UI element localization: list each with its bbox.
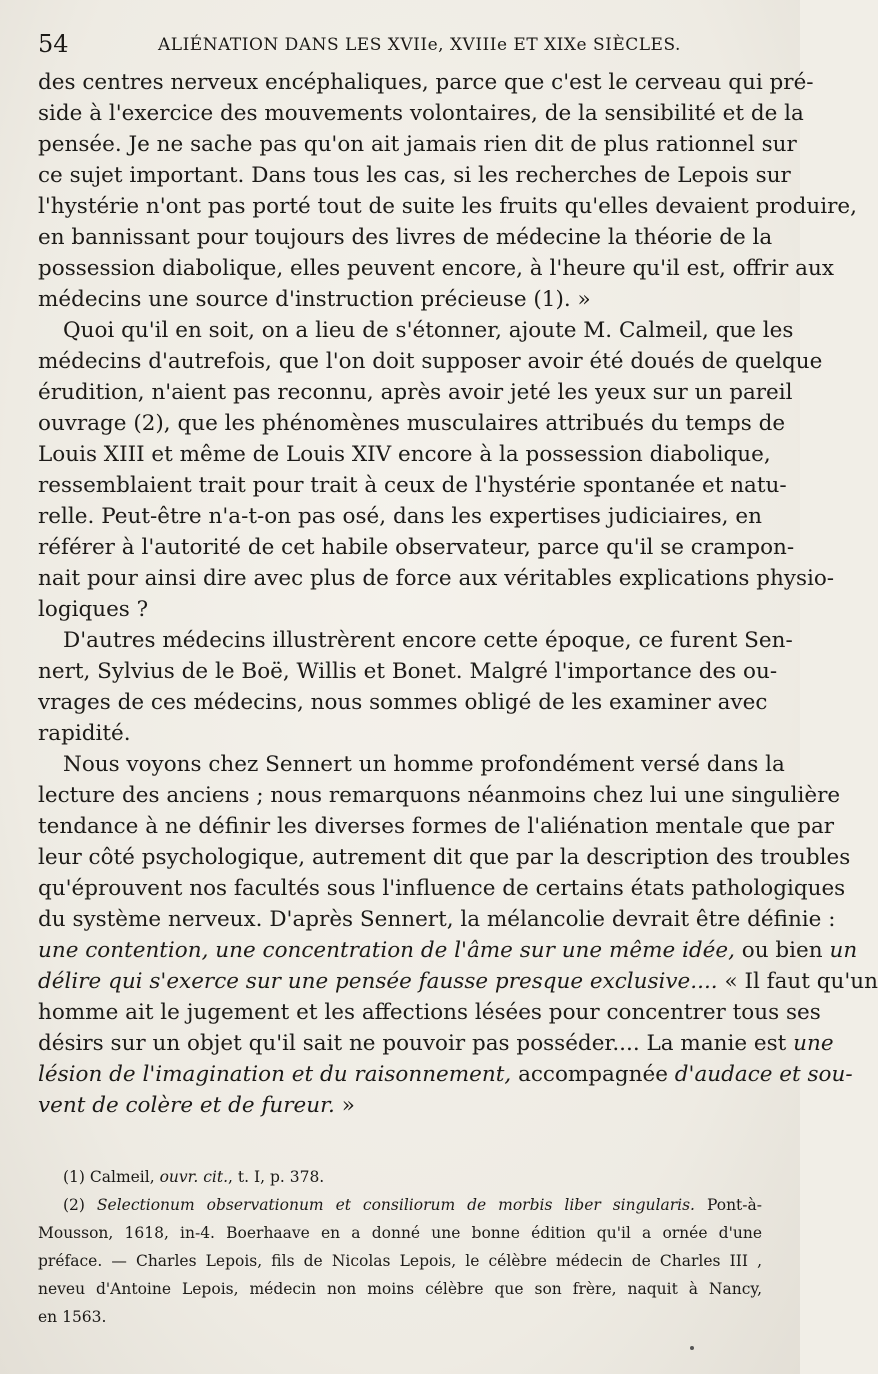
text-line: ouvrage (2), que les phénomènes musculaires attribués du temps de: [38, 411, 786, 436]
text-line: nert, Sylvius de le Boë, Willis et Bonet. Malgré l'importance des ou-: [38, 659, 778, 684]
footnote-1: [38, 1163, 762, 1191]
roman-span: accompagnée: [518, 1062, 668, 1087]
footnote-line: en 1563.: [38, 1308, 107, 1326]
roman-span: désirs sur un objet qu'il sait ne pouvoir pas posséder.... La manie est: [38, 1031, 787, 1056]
text-line: médecins une source d'instruction précieuse (1). »: [38, 287, 591, 312]
text-line: logiques ?: [38, 597, 149, 622]
text-line: tendance à ne définir les diverses formes de l'aliénation mentale que par: [38, 814, 835, 839]
text-line: des centres nerveux encéphaliques, parce que c'est le cerveau qui pré-: [38, 70, 814, 95]
italic-span: délire qui s'exerce sur une pensée fausse presque exclusive....: [38, 969, 718, 994]
footnote-italic: Selectionum observationum et consiliorum de morbis liber singularis.: [96, 1196, 695, 1214]
text-line: leur côté psychologique, autrement dit que par la description des troubles: [38, 845, 851, 870]
italic-span: une: [793, 1031, 834, 1056]
text-line: ce sujet important. Dans tous les cas, si les recherches de Lepois sur: [38, 163, 791, 188]
footnote-line: Mousson, 1618, in-4. Boerhaave en a donné une bonne édition qu'il a ornée d'une: [38, 1224, 762, 1242]
text-line: homme ait le jugement et les affections lésées pour concentrer tous ses: [38, 1000, 821, 1025]
text-line: rapidité.: [38, 721, 131, 746]
italic-span: une contention, une concentration de l'âme sur une même idée,: [38, 938, 735, 963]
italic-span: lésion de l'imagination et du raisonnement,: [38, 1062, 512, 1087]
text-line: possession diabolique, elles peuvent encore, à l'heure qu'il est, offrir aux: [38, 256, 834, 281]
footnote-line: neveu d'Antoine Lepois, médecin non moins célèbre que son frère, naquit à Nancy,: [38, 1280, 762, 1298]
footnote-text: (1) Calmeil,: [63, 1168, 155, 1186]
italic-span: vent de colère et de fureur.: [38, 1093, 335, 1118]
text-line: D'autres médecins illustrèrent encore cette époque, ce furent Sen-: [63, 628, 793, 653]
text-line: [38, 1059, 853, 1090]
text-line: du système nerveux. D'après Sennert, la mélancolie devrait être définie :: [38, 907, 836, 932]
text-line: lecture des anciens ; nous remarquons néanmoins chez lui une singulière: [38, 783, 841, 808]
text-line: médecins d'autrefois, que l'on doit supposer avoir été doués de quelque: [38, 349, 823, 374]
text-line: qu'éprouvent nos facultés sous l'influence de certains états pathologiques: [38, 876, 846, 901]
running-title: ALIÉNATION DANS LES XVIIe, XVIIIe ET XIXe SIÈCLES.: [158, 35, 681, 55]
main-text: [38, 67, 878, 1121]
footnote-text: , t. I, p. 378.: [228, 1168, 325, 1186]
text-line: l'hystérie n'ont pas porté tout de suite les fruits qu'elles devaient produire,: [38, 194, 857, 219]
text-line: en bannissant pour toujours des livres de médecine la théorie de la: [38, 225, 773, 250]
roman-span: ou bien: [741, 938, 823, 963]
running-header: [38, 30, 762, 60]
ink-speck: [690, 1346, 694, 1350]
text-line: [38, 966, 878, 997]
footnote-line: préface. — Charles Lepois, fils de Nicolas Lepois, le célèbre médecin de Charles III ,: [38, 1252, 762, 1270]
text-line: Louis XIII et même de Louis XIV encore à la possession diabolique,: [38, 442, 771, 467]
text-line: référer à l'autorité de cet habile observateur, parce qu'il se crampon-: [38, 535, 795, 560]
text-line: nait pour ainsi dire avec plus de force aux véritables explications physio-: [38, 566, 835, 591]
body-lines: [38, 67, 857, 935]
roman-span: »: [341, 1093, 355, 1118]
footnote-italic: ouvr. cit.: [159, 1168, 229, 1186]
text-line: [38, 1028, 834, 1059]
italic-span: d'audace et sou-: [674, 1062, 853, 1087]
text-line: relle. Peut-être n'a-t-on pas osé, dans les expertises judiciaires, en: [38, 504, 762, 529]
text-line: ressemblaient trait pour trait à ceux de l'hystérie spontanée et natu-: [38, 473, 787, 498]
footnote-text: Pont-à-: [706, 1196, 762, 1214]
page-number: 54: [38, 30, 69, 58]
text-line: érudition, n'aient pas reconnu, après avoir jeté les yeux sur un pareil: [38, 380, 793, 405]
text-line: [38, 935, 858, 966]
text-line: pensée. Je ne sache pas qu'on ait jamais rien dit de plus rationnel sur: [38, 132, 797, 157]
footnotes: [38, 1163, 762, 1331]
italic-span: un: [829, 938, 858, 963]
footnote-2: [38, 1191, 762, 1219]
text-line: [38, 1090, 762, 1121]
text-line: vrages de ces médecins, nous sommes obligé de les examiner avec: [38, 690, 768, 715]
text-line: Quoi qu'il en soit, on a lieu de s'étonner, ajoute M. Calmeil, que les: [63, 318, 794, 343]
footnote-text: (2): [63, 1196, 85, 1214]
text-line: side à l'exercice des mouvements volontaires, de la sensibilité et de la: [38, 101, 804, 126]
text-line: Nous voyons chez Sennert un homme profondément versé dans la: [63, 752, 785, 777]
roman-span: « Il faut qu'un: [724, 969, 878, 994]
